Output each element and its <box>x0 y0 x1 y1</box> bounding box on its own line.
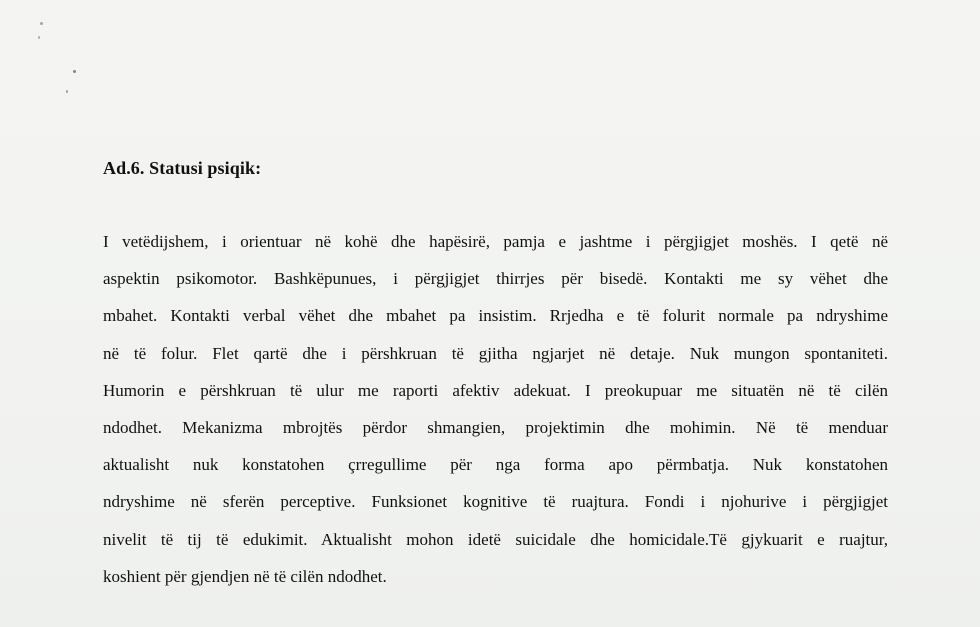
section-heading: Ad.6. Statusi psiqik: <box>103 158 262 178</box>
paper-speck <box>40 22 43 25</box>
text-line: mbahet. Kontakti verbal vëhet dhe mbahet pa insistim. Rrjedha e të folurit normale pa ndryshime <box>103 306 888 326</box>
text-line: koshient për gjendjen në të cilën ndodhet. <box>103 566 387 586</box>
text-line: aktualisht nuk konstatohen çrregullime për nga forma apo përmbatja. Nuk konstatohen <box>103 455 888 475</box>
text-line: nivelit të tij të edukimit. Aktualisht mohon idetë suicidale dhe homicidale.Të gjykuarit e ruajtur, <box>103 529 888 549</box>
paper-speck <box>38 36 40 39</box>
text-line: Humorin e përshkruan të ulur me raporti afektiv adekuat. I preokupuar me situatën në të cilën <box>103 380 888 400</box>
text-line: në të folur. Flet qartë dhe i përshkruan të gjitha ngjarjet në detaje. Nuk mungon spontaniteti. <box>103 343 888 363</box>
paper-speck <box>66 90 68 93</box>
paper-speck <box>73 70 76 73</box>
text-line: ndodhet. Mekanizma mbrojtës përdor shmangien, projektimin dhe mohimin. Në të menduar <box>103 417 888 437</box>
text-line: aspektin psikomotor. Bashkëpunues, i përgjigjet thirrjes për bisedë. Kontakti me sy vëhet dhe <box>103 269 888 289</box>
text-line: I vetëdijshem, i orientuar në kohë dhe hapësirë, pamja e jashtme i përgjigjet moshës. I qetë në <box>103 232 888 251</box>
text-line: ndryshime në sferën perceptive. Funksionet kognitive të ruajtura. Fondi i njohurive i përgjigjet <box>103 492 888 512</box>
body-paragraph <box>103 229 888 601</box>
